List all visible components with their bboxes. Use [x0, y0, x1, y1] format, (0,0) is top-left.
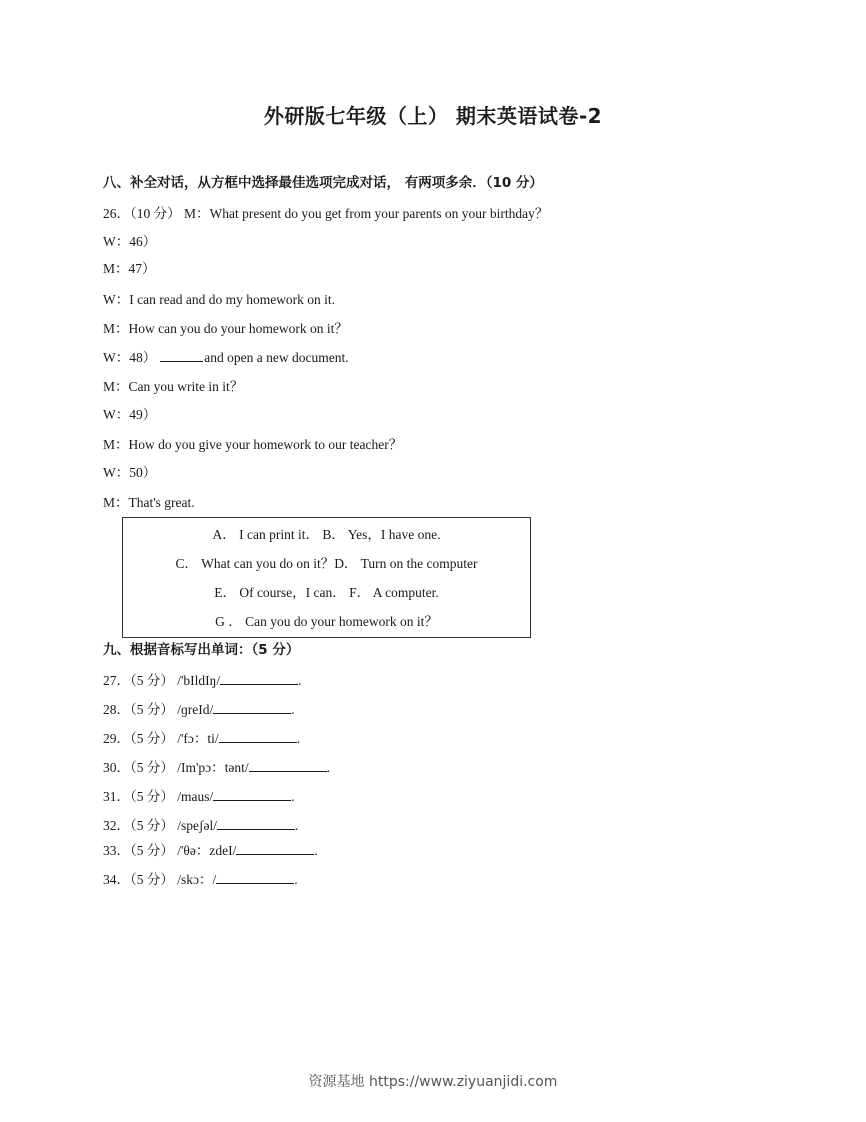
question-31	[103, 785, 295, 805]
phonetic: /speʃəl/	[177, 818, 217, 833]
question-number: 34．（5 分）	[103, 872, 174, 887]
answer-blank-32[interactable]	[217, 817, 295, 830]
dialogue-line: M：Can you write in it？	[103, 379, 244, 394]
phonetic: /'fɔ：ti/	[177, 731, 219, 746]
answer-blank-33[interactable]	[236, 842, 314, 855]
question-number: 32．（5 分）	[103, 818, 174, 833]
answer-blank-31[interactable]	[213, 788, 291, 801]
period: .	[294, 872, 298, 887]
question-30	[103, 756, 330, 776]
phonetic: /'θə：zdeI/	[177, 843, 237, 858]
answer-blank-34[interactable]	[216, 871, 294, 884]
section-9-heading: 九、根据音标写出单词：（5 分）	[103, 642, 300, 658]
dialogue-line-46: W：46）	[103, 234, 157, 249]
answer-blank-48[interactable]	[160, 349, 203, 362]
option-row: A． I can print it． B． Yes，I have one.	[212, 527, 441, 542]
dialogue-line-50: W：50）	[103, 465, 157, 480]
phonetic: /ɡreId/	[177, 702, 214, 717]
option-row: C． What can you do on it？D． Turn on the computer	[175, 556, 478, 571]
period: .	[295, 818, 299, 833]
option-row: E． Of course，I can． F． A computer.	[214, 585, 439, 600]
question-34	[103, 868, 298, 888]
answer-blank-30[interactable]	[249, 759, 327, 772]
period: .	[298, 673, 302, 688]
question-26-prompt: 26．（10 分） M：What present do you get from your parents on your birthday？	[103, 206, 549, 221]
question-29	[103, 727, 300, 747]
question-number: 28．（5 分）	[103, 702, 174, 717]
question-number: 31．（5 分）	[103, 789, 174, 804]
question-number: 29．（5 分）	[103, 731, 174, 746]
phonetic: /skɔ：/	[177, 872, 217, 887]
period: .	[291, 789, 295, 804]
question-33	[103, 839, 318, 859]
period: .	[291, 702, 295, 717]
question-number: 30．（5 分）	[103, 760, 174, 775]
dialogue-line: M：How can you do your homework on it？	[103, 321, 348, 336]
phonetic: /'bIldIŋ/	[177, 673, 221, 688]
page-title: 外研版七年级（上） 期末英语试卷-2	[263, 104, 603, 128]
dialogue-line-48-suffix: and open a new document.	[204, 350, 349, 365]
question-27	[103, 669, 301, 689]
phonetic: /maus/	[177, 789, 214, 804]
options-box	[122, 517, 531, 638]
phonetic: /Im'pɔ：tənt/	[177, 760, 249, 775]
dialogue-line-49: W：49）	[103, 407, 157, 422]
answer-blank-28[interactable]	[213, 701, 291, 714]
question-number: 33．（5 分）	[103, 843, 174, 858]
period: .	[326, 760, 331, 775]
question-32	[103, 814, 298, 834]
section-8-heading: 八、补全对话，从方框中选择最佳选项完成对话， 有两项多余．（10 分）	[103, 175, 543, 191]
dialogue-line: M：How do you give your homework to our teacher？	[103, 437, 403, 452]
question-28	[103, 698, 295, 718]
dialogue-line-48	[103, 346, 349, 366]
dialogue-line: W：I can read and do my homework on it.	[103, 292, 336, 307]
answer-blank-29[interactable]	[219, 730, 297, 743]
dialogue-line-48-label: W：48）	[103, 350, 157, 365]
dialogue-line-47: M：47）	[103, 261, 156, 276]
watermark-footer: 资源基地 https://www.ziyuanjidi.com	[308, 1074, 558, 1090]
question-number: 27．（5 分）	[103, 673, 174, 688]
dialogue-line: M：That's great.	[103, 495, 195, 510]
option-row: G ． Can you do your homework on it？	[215, 614, 438, 629]
answer-blank-27[interactable]	[220, 672, 298, 685]
period: .	[296, 731, 301, 746]
period: .	[314, 843, 318, 858]
